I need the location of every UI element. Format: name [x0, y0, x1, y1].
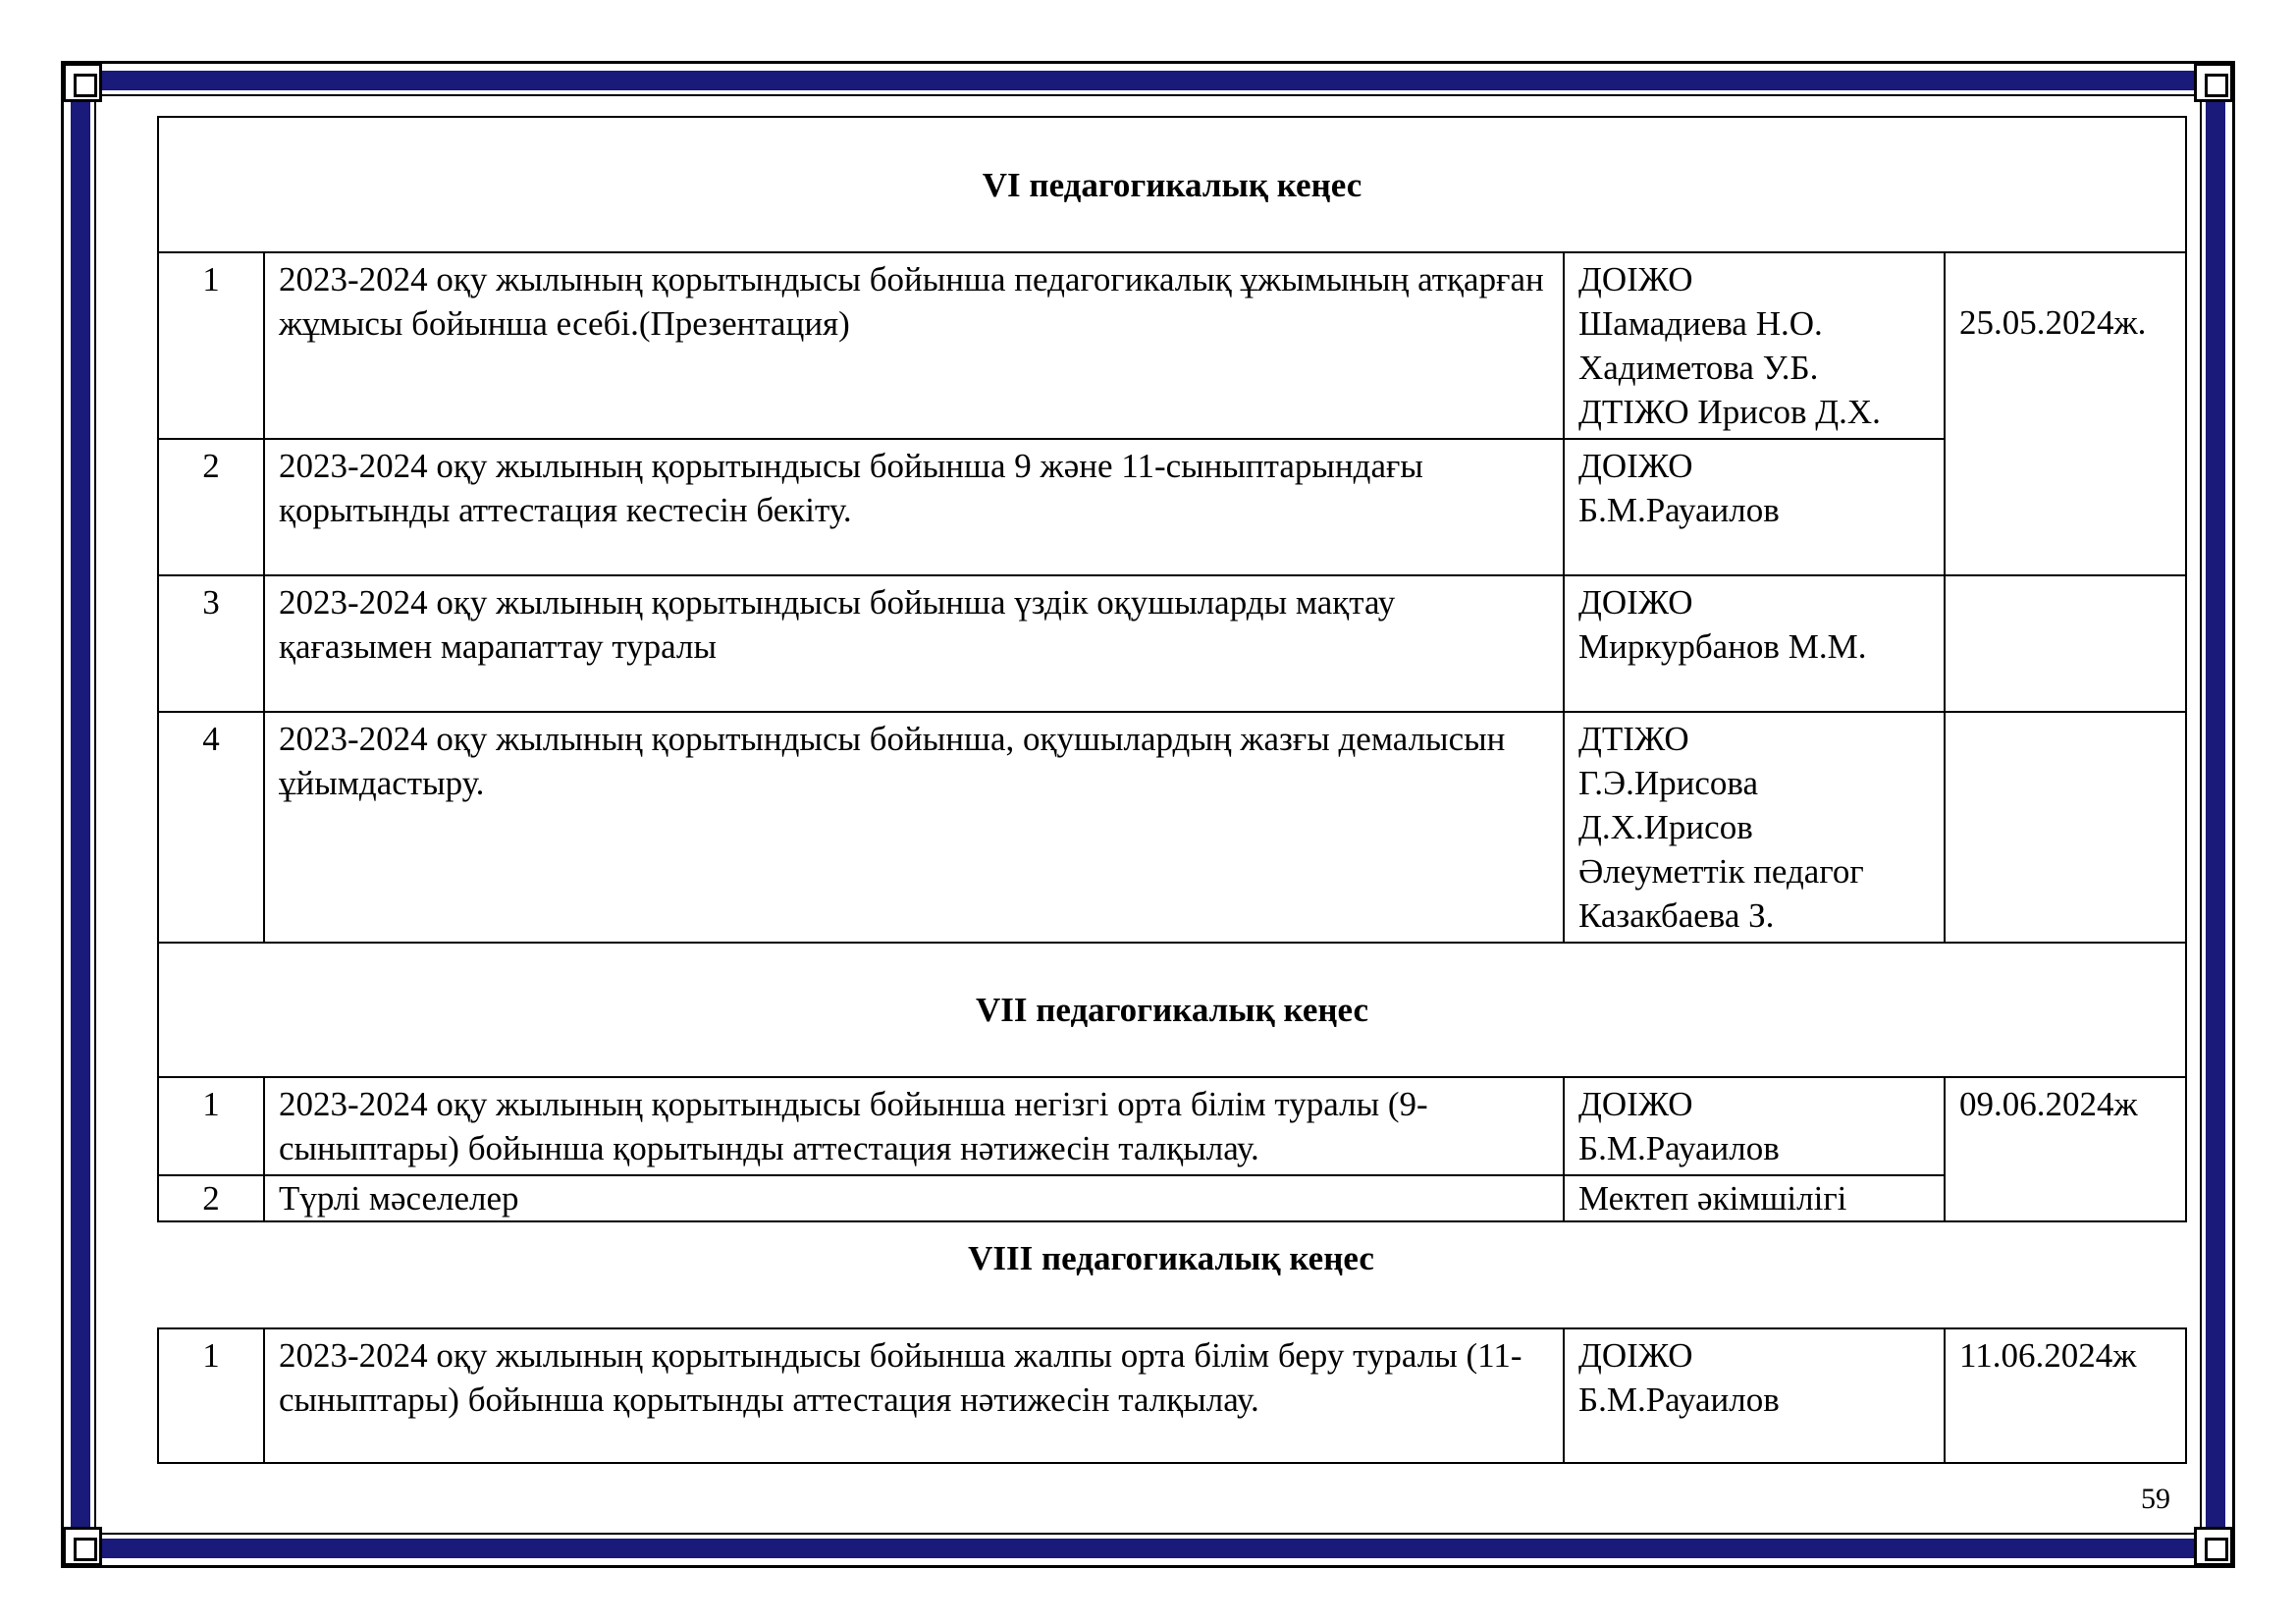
row-responsible — [1564, 1175, 1945, 1221]
section-heading: VI педагогикалық кеңес — [158, 117, 2186, 252]
responsible-line: Казакбаева З. — [1578, 896, 1775, 935]
frame-corner-ornament — [63, 63, 102, 102]
responsible-line: Б.М.Рауаилов — [1578, 491, 1780, 529]
row-date — [1945, 575, 2186, 712]
table-row — [158, 252, 2186, 439]
page-number: 59 — [2141, 1483, 2170, 1515]
responsible-line: Шамадиева Н.О. — [1578, 304, 1823, 343]
responsible-line: Б.М.Рауаилов — [1578, 1129, 1780, 1167]
row-responsible — [1564, 1328, 1945, 1463]
row-topic: 2023-2024 оқу жылының қорытындысы бойынша негізгі орта білім туралы (9-сыныптары) бойынша қорытынды аттестация нәтижесін талқылау. — [264, 1077, 1564, 1175]
frame-corner-ornament — [2194, 63, 2233, 102]
responsible-line: ДОІЖО — [1578, 260, 1693, 298]
row-date: 09.06.2024ж — [1945, 1077, 2186, 1221]
row-number: 3 — [158, 575, 264, 712]
row-number: 1 — [158, 1328, 264, 1463]
responsible-line: ДОІЖО — [1578, 447, 1693, 485]
row-responsible — [1564, 575, 1945, 712]
responsible-line: Әлеуметтік педагог — [1578, 852, 1864, 891]
row-topic: 2023-2024 оқу жылының қорытындысы бойынша 9 және 11-сыныптарындағы қорытынды аттестация кестесін бекіту. — [264, 439, 1564, 575]
responsible-line: Мектеп әкімшілігі — [1578, 1179, 1847, 1218]
row-responsible — [1564, 252, 1945, 439]
responsible-line: Хадиметова У.Б. — [1578, 349, 1819, 387]
row-responsible — [1564, 1077, 1945, 1175]
row-topic: Түрлі мәселелер — [264, 1175, 1564, 1221]
responsible-line: ДОІЖО — [1578, 1336, 1693, 1375]
responsible-line: ДТІЖО Ирисов Д.Х. — [1578, 393, 1881, 431]
row-number: 1 — [158, 1077, 264, 1175]
council-table-viii — [157, 1327, 2187, 1464]
responsible-line: Миркурбанов М.М. — [1578, 627, 1867, 666]
row-responsible — [1564, 712, 1945, 943]
row-topic: 2023-2024 оқу жылының қорытындысы бойынша педагогикалық ұжымының атқарған жұмысы бойынша есебі.(Презентация) — [264, 252, 1564, 439]
table-row — [158, 1328, 2186, 1463]
frame-corner-ornament — [2194, 1527, 2233, 1566]
row-number: 4 — [158, 712, 264, 943]
row-number: 1 — [158, 252, 264, 439]
responsible-line: Г.Э.Ирисова — [1578, 764, 1759, 802]
table-row — [158, 1175, 2186, 1221]
table-row — [158, 712, 2186, 943]
responsible-line: Б.М.Рауаилов — [1578, 1380, 1780, 1419]
council-table-main — [157, 116, 2187, 1222]
row-number: 2 — [158, 439, 264, 575]
row-date: 25.05.2024ж. — [1945, 252, 2186, 575]
row-date: 11.06.2024ж — [1945, 1328, 2186, 1463]
responsible-line: ДОІЖО — [1578, 583, 1693, 622]
table-row — [158, 439, 2186, 575]
responsible-line: ДТІЖО — [1578, 720, 1689, 758]
section-heading: VII педагогикалық кеңес — [158, 943, 2186, 1077]
row-topic: 2023-2024 оқу жылының қорытындысы бойынша үздік оқушыларды мақтау қағазымен марапаттау туралы — [264, 575, 1564, 712]
section-heading: VIII педагогикалық кеңес — [968, 1239, 1374, 1277]
responsible-line: Д.Х.Ирисов — [1578, 808, 1753, 846]
row-responsible — [1564, 439, 1945, 575]
row-date — [1945, 712, 2186, 943]
row-topic: 2023-2024 оқу жылының қорытындысы бойынша, оқушылардың жазғы демалысын ұйымдастыру. — [264, 712, 1564, 943]
frame-corner-ornament — [63, 1527, 102, 1566]
row-topic: 2023-2024 оқу жылының қорытындысы бойынша жалпы орта білім беру туралы (11-сыныптары) бойынша қорытынды аттестация нәтижесін талқылау. — [264, 1328, 1564, 1463]
responsible-line: ДОІЖО — [1578, 1085, 1693, 1123]
table-row — [158, 575, 2186, 712]
table-row — [158, 1077, 2186, 1175]
row-number: 2 — [158, 1175, 264, 1221]
